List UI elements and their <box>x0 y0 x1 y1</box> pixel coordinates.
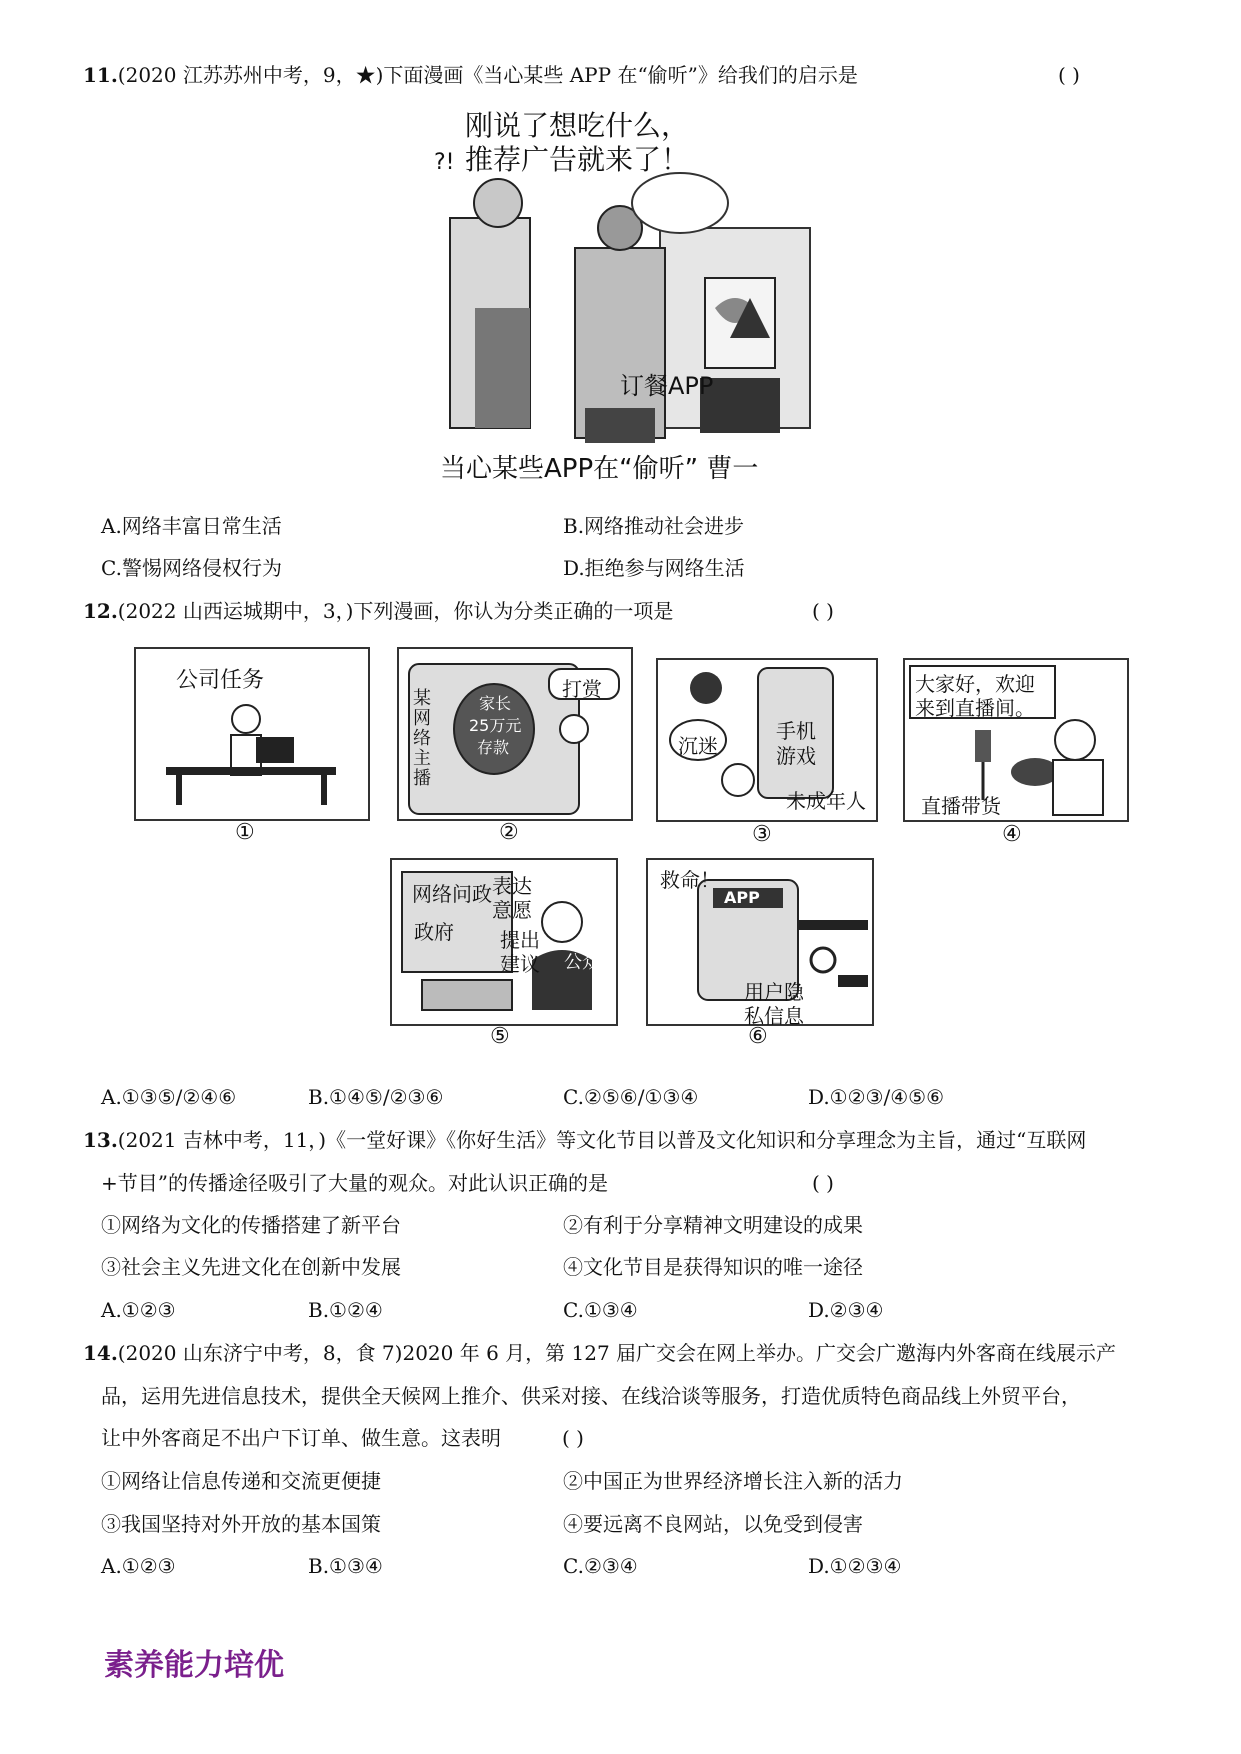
q12-answer-blank: ( ) <box>812 599 834 623</box>
comic-panel-5 <box>390 858 618 1026</box>
panel-2-streamer-label: 某网络主播 <box>413 688 431 789</box>
panel-6-text-privacy-2: 私信息 <box>744 1004 804 1028</box>
q14-option-b: B.①③④ <box>308 1554 383 1578</box>
q11-stem <box>83 62 858 88</box>
panel-5-text-suggestion: 建议 <box>500 952 540 976</box>
q14-item-3: ③我国坚持对外开放的基本国策 <box>101 1512 381 1536</box>
q13-number: 13. <box>83 1128 118 1152</box>
q11-answer-blank: ( ) <box>1058 63 1080 87</box>
panel-1-text: 公司任务 <box>176 668 265 693</box>
q12-option-a: A.①③⑤/②④⑥ <box>101 1085 237 1109</box>
office-worker-illustration <box>136 649 368 819</box>
panel-6-text-app: APP <box>724 888 760 907</box>
q13-stem-line-2: +节目”的传播途径吸引了大量的观众。对此认识正确的是 <box>101 1171 608 1195</box>
panel-3-text-minor: 未成年人 <box>786 789 866 813</box>
q12-option-d: D.①②③/④⑤⑥ <box>808 1085 944 1109</box>
panel-2-text-savings: 存款 <box>477 738 510 757</box>
comic-panel-2 <box>397 647 633 821</box>
q14-option-c: C.②③④ <box>563 1554 638 1578</box>
q14-number: 14. <box>83 1341 118 1365</box>
q14-item-2: ②中国正为世界经济增长注入新的活力 <box>563 1469 903 1493</box>
q13-stem <box>83 1127 1086 1153</box>
q13-option-a: A.①②③ <box>101 1298 176 1322</box>
panel-4-text-live-sales: 直播带货 <box>921 794 1001 818</box>
q14-stem-text: (2020 山东济宁中考，8，食 7)2020 年 6 月，第 127 届广交会在网上举办。广交会广邀海内外客商在线展示产 <box>117 1341 1117 1365</box>
q14-stem <box>83 1340 1116 1366</box>
q14-stem-line-2: 品，运用先进信息技术，提供全天候网上推介、供采对接、在线洽谈等服务，打造优质特色商品线上外贸平台， <box>101 1384 1081 1408</box>
q12-option-c: C.②⑤⑥/①③④ <box>563 1085 699 1109</box>
q13-answer-blank: ( ) <box>812 1171 834 1195</box>
q14-option-d: D.①②③④ <box>808 1554 902 1578</box>
q11-stem-text: (2020 江苏苏州中考，9，★)下面漫画《当心某些 APP 在“偷听”》给我们的启示是 <box>117 63 858 87</box>
q13-stem-text: (2021 吉林中考，11，)《一堂好课》《你好生活》等文化节目以普及文化知识和分享理念为主旨，通过“互联网 <box>117 1128 1087 1152</box>
q14-option-a: A.①②③ <box>101 1554 176 1578</box>
comic-panel-3 <box>656 658 878 822</box>
q11-option-d: D.拒绝参与网络生活 <box>563 556 745 580</box>
panel-6-text-help: 救命！ <box>660 868 720 892</box>
panel-5-text-wish: 意愿 <box>492 898 532 922</box>
q14-answer-blank: ( ) <box>562 1426 584 1450</box>
q14-item-1: ①网络让信息传递和交流更便捷 <box>101 1469 381 1493</box>
panel-4-label: ④ <box>1002 822 1022 847</box>
comic-panel-4 <box>903 658 1129 822</box>
cartoon-speech-line-2: 推荐广告就来了！ <box>465 143 690 176</box>
q11-number: 11. <box>83 63 118 87</box>
cartoon-question-marks: ?! <box>434 150 455 175</box>
panel-2-text-parent: 家长 <box>479 694 512 713</box>
panel-5-text-government: 政府 <box>414 920 454 944</box>
q11-option-a: A.网络丰富日常生活 <box>101 514 282 538</box>
q13-item-4: ④文化节目是获得知识的唯一途径 <box>563 1255 863 1279</box>
q11-cartoon <box>430 108 830 488</box>
cartoon-caption: 当心某些APP在“偷听” 曹一 <box>440 454 759 484</box>
panel-3-label: ③ <box>752 822 772 847</box>
q13-item-1: ①网络为文化的传播搭建了新平台 <box>101 1213 401 1237</box>
q12-number: 12. <box>83 599 118 623</box>
panel-3-text-game: 游戏 <box>776 744 816 768</box>
panel-2-text-tip: 打赏 <box>562 677 602 701</box>
q13-item-2: ②有利于分享精神文明建设的成果 <box>563 1213 863 1237</box>
comic-panel-6 <box>646 858 874 1026</box>
panel-5-label: ⑤ <box>490 1024 510 1049</box>
panel-2-text-amount: 25万元 <box>469 716 522 735</box>
comic-panel-1 <box>134 647 370 821</box>
q14-stem-line-3: 让中外客商足不出户下订单、做生意。这表明 <box>101 1426 501 1450</box>
panel-6-label: ⑥ <box>748 1024 768 1049</box>
panel-5-text-public: 公众 <box>564 952 600 973</box>
q11-option-b: B.网络推动社会进步 <box>563 514 745 538</box>
panel-4-text-line-2: 来到直播间。 <box>915 696 1035 720</box>
q11-option-c: C.警惕网络侵权行为 <box>101 556 282 580</box>
section-heading: 素养能力培优 <box>104 1648 284 1683</box>
panel-4-text-line-1: 大家好，欢迎 <box>915 672 1035 696</box>
q13-item-3: ③社会主义先进文化在创新中发展 <box>101 1255 401 1279</box>
panel-1-label: ① <box>235 820 255 845</box>
q12-option-b: B.①④⑤/②③⑥ <box>308 1085 444 1109</box>
panel-5-text-propose: 提出 <box>500 928 540 952</box>
cartoon-app-sign: 订餐APP <box>620 372 714 400</box>
q13-option-d: D.②③④ <box>808 1298 884 1322</box>
q13-option-c: C.①③④ <box>563 1298 638 1322</box>
panel-3-text-phone: 手机 <box>776 719 816 743</box>
q12-stem <box>83 598 673 624</box>
panel-5-text-governance: 网络问政 <box>412 882 492 906</box>
q14-item-4: ④要远离不良网站，以免受到侵害 <box>563 1512 863 1536</box>
panel-5-text-express: 表达 <box>492 874 532 898</box>
panel-3-text-addiction: 沉迷 <box>678 734 718 758</box>
cartoon-speech-line-1: 刚说了想吃什么， <box>465 109 690 142</box>
q12-stem-text: (2022 山西运城期中，3，)下列漫画，你认为分类正确的一项是 <box>117 599 674 623</box>
panel-2-label: ② <box>499 820 519 845</box>
panel-6-text-privacy-1: 用户隐 <box>744 980 804 1004</box>
q13-option-b: B.①②④ <box>308 1298 383 1322</box>
